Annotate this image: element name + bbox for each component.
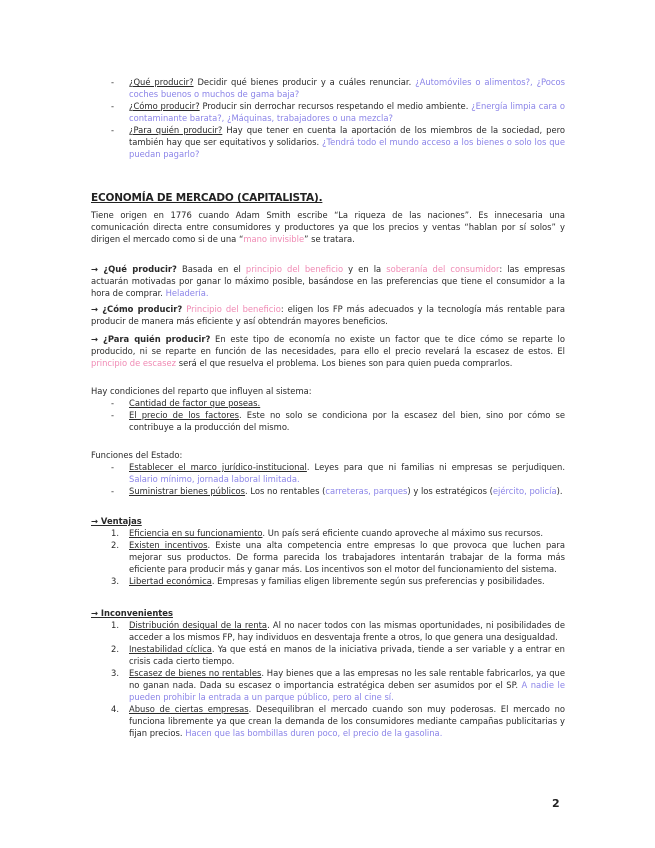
highlight-term: Principio del beneficio [186, 304, 281, 314]
question-term: ¿Qué producir? [129, 77, 194, 87]
question-heading: → ¿Para quién producir? [91, 334, 211, 344]
list-item [91, 703, 565, 739]
bullet-marker: - [111, 125, 115, 135]
list-item [91, 124, 565, 160]
question-text: y en la [343, 264, 387, 274]
condition-term: Cantidad de factor que poseas. [129, 398, 261, 408]
state-lead: Funciones del Estado: [91, 450, 183, 460]
example-text: ¿Automóviles o alimentos?, ¿Pocos coches buenos o muchos de gama baja? [129, 77, 565, 99]
item-text: . Empresas y familias eligen libremente según sus preferencias y posibilidades. [211, 576, 545, 586]
list-item [91, 527, 565, 539]
item-text: . Ya que está en manos de la iniciativa privada, tiende a ser variable y a entrar en crisis cada cierto tiempo. [129, 644, 565, 666]
item-text: ) y los estratégicos ( [407, 486, 493, 496]
disadvantage-term: Distribución desigual de la renta [129, 620, 268, 630]
number-marker: 3. [111, 668, 119, 678]
question-text: será el que resuelva el problema. Los bienes son para quien pueda comprarlos. [176, 358, 513, 368]
question-heading: → ¿Qué producir? [91, 264, 177, 274]
number-marker: 2. [111, 540, 119, 550]
list-item [91, 461, 565, 485]
highlight-term: mano invisible [243, 234, 305, 244]
item-text: ). [556, 486, 563, 496]
item-text: . Al no nacer todos con las mismas oportunidades, ni posibilidades de acceder a los mismos FP, hay individuos en desventaja frente a otros, lo que genera una desigualdad. [129, 620, 565, 642]
highlight-term: soberanía del consumidor [386, 264, 500, 274]
example-text: ejército, policía [492, 486, 557, 496]
bullet-marker: - [111, 462, 115, 472]
advantages-heading: → Ventajas [91, 516, 142, 526]
list-item [91, 485, 565, 497]
advantage-term: Libertad económica [129, 576, 212, 586]
bullet-marker: - [111, 398, 115, 408]
disadvantage-term: Escasez de bienes no rentables [129, 668, 262, 678]
bullet-marker: - [111, 486, 115, 496]
example-text: Salario mínimo, jornada laboral limitada. [129, 474, 300, 484]
list-item [91, 643, 565, 667]
question-text: Basada en el [176, 264, 246, 274]
number-marker: 4. [111, 704, 119, 714]
function-term: Suministrar bienes públicos [129, 486, 246, 496]
disadvantage-term: Inestabilidad cíclica [129, 644, 212, 654]
advantages-block [91, 515, 565, 587]
disadvantages-block [91, 607, 565, 739]
question-heading: → ¿Cómo producir? [91, 304, 183, 314]
function-term: Establecer el marco jurídico-institucional [129, 462, 307, 472]
list-item [91, 76, 565, 100]
bullet-marker: - [111, 77, 115, 87]
list-item [91, 409, 565, 433]
disadvantages-heading: → Inconvenientes [91, 608, 173, 618]
state-functions-block [91, 449, 565, 497]
item-text: . Un país será eficiente cuando aproveche al máximo sus recursos. [262, 528, 544, 538]
number-marker: 3. [111, 576, 119, 586]
item-text: Hay que tener en cuenta la aportación de los miembros de la sociedad, pero también hay que ser equitativos y solidarios. [129, 125, 565, 147]
question-what [91, 263, 565, 299]
bullet-marker: - [111, 410, 115, 420]
example-text: ¿Energía limpia cara o contaminante barata?, ¿Máquinas, trabajadores o una mezcla? [129, 101, 566, 123]
list-item [91, 539, 565, 575]
list-item [91, 667, 565, 703]
number-marker: 2. [111, 644, 119, 654]
question-text: : eligen los FP más adecuados y la tecnología más rentable para producir de manera más eficiente y así obtendrán mayores beneficios. [91, 304, 566, 326]
highlight-term: principio de escasez [91, 358, 177, 368]
item-text: . Desequilibran el mercado cuando son muy poderosas. El mercado no funciona libremente ya que crean la demanda de los consumidores mediante campañas publicitarias y fijan precios. [129, 704, 565, 738]
example-text: Hacen que las bombillas duren poco, el precio de la gasolina. [185, 728, 443, 738]
advantage-term: Existen incentivos [129, 540, 208, 550]
bullet-marker: - [111, 101, 115, 111]
item-text: . Hay bienes que a las empresas no les sale rentable fabricarlos, ya que no ganan nada. Dada su escasez o importancia estratégica deben ser asumidos por el SP. [129, 668, 565, 690]
top-question-list [91, 76, 565, 160]
conditions-lead: Hay condiciones del reparto que influyen al sistema: [91, 386, 312, 396]
page-number: 2 [552, 797, 560, 810]
item-text: Decidir qué bienes producir y a cuáles renunciar. [193, 77, 416, 87]
example-text: ¿Tendrá todo el mundo acceso a los bienes o solo los que puedan pagarlo? [129, 137, 566, 159]
list-item [91, 575, 565, 587]
question-how [91, 303, 565, 327]
condition-term: El precio de los factores [129, 410, 240, 420]
question-text: : las empresas actuarán motivadas por ganar lo máximo posible, basándose en las preferencias que tiene el consumidor a la hora de comprar. [91, 264, 565, 298]
item-text: . Leyes para que ni familias ni empresas se perjudiquen. [306, 462, 565, 472]
advantage-term: Eficiencia en su funcionamiento [129, 528, 263, 538]
highlight-term: principio del beneficio [245, 264, 344, 274]
intro-paragraph [91, 209, 565, 245]
example-text: carreteras, parques [325, 486, 408, 496]
item-text: . Este no solo se condiciona por la escasez del bien, sino por cómo se contribuye a la producción del mismo. [129, 410, 566, 432]
list-item [91, 619, 565, 643]
example-text: Heladería. [165, 288, 209, 298]
list-item [91, 397, 565, 409]
question-term: ¿Cómo producir? [129, 101, 200, 111]
disadvantage-term: Abuso de ciertas empresas [129, 704, 249, 714]
number-marker: 1. [111, 620, 119, 630]
example-text: A nadie le pueden prohibir la entrada a un parque público, pero al cine sí. [129, 680, 565, 702]
intro-text: Tiene origen en 1776 cuando Adam Smith escribe “La riqueza de las naciones”. Es innecesaria una comunicación directa entre consumidores y productores ya que los precios y ventas “hablan por sí solos” y dirigen el mercado como si de una “ [91, 210, 565, 244]
question-term: ¿Para quién producir? [129, 125, 223, 135]
question-text: En este tipo de economía no existe un factor que te dice cómo se reparte lo producido, ni se reparte en función de las necesidades, para ello el precio revelará la escasez de estos. El [91, 334, 565, 356]
item-text: Producir sin derrochar recursos respetando el medio ambiente. [199, 101, 472, 111]
conditions-block [91, 385, 565, 433]
number-marker: 1. [111, 528, 119, 538]
item-text: . Los no rentables ( [245, 486, 326, 496]
section-title: ECONOMÍA DE MERCADO (CAPITALISTA). [91, 192, 323, 204]
question-for-whom [91, 333, 565, 369]
list-item [91, 100, 565, 124]
item-text: . Existe una alta competencia entre empresas lo que provoca que luchen para mejorar sus productos. De forma parecida los trabajadores intentarán trabajar de la forma más eficiente para producir más y ganar más. Los incentivos son el motor del funcionamiento del sistema. [129, 540, 565, 574]
intro-end-text: ” se tratara. [304, 234, 355, 244]
